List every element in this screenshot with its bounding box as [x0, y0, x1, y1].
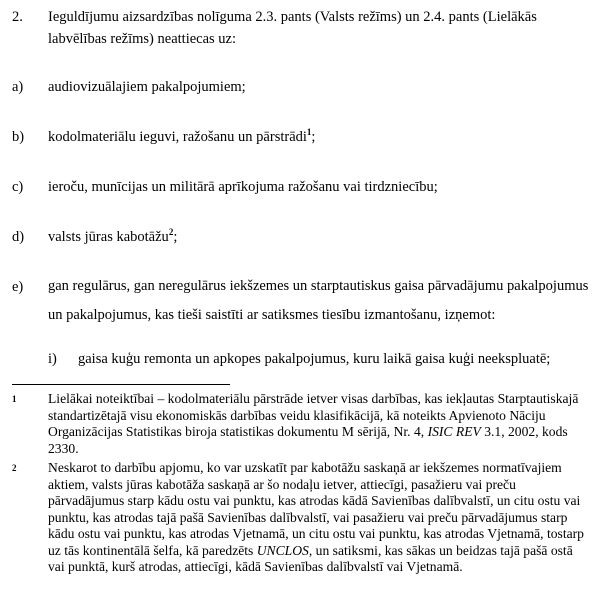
- sub-item-i: [48, 348, 593, 370]
- item-text: valsts jūras kabotāžu: [48, 229, 169, 245]
- footnote-italic: ISIC REV: [427, 424, 481, 439]
- list-item-a: [12, 76, 592, 98]
- item-label: d): [12, 229, 25, 245]
- footnote-text: Neskarot to darbību apjomu, ko var uzskatīt par kabotāžu saskaņā ar iekšzemes normatīvajiem aktiem, valsts jūras kabotāža saskaņā ar šo nodaļu ietver, attiecīgi, pasažieru vai preču pārvadājumus starp kādu ostu vai punktu, kas atrodas kādā Savienības dalībvalstī, un citu ostu vai punktu, kas atrodas tajā pašā Savienības dalībvalstī, vai pasažieru vai preču pārvadājumus starp kādu ostu vai punktu, kas atrodas Vjetnamā, un citu ostu vai punktu, kas atrodas Vjetnamā, tostarp uz tās kontinentālā šelfa, kā paredzēts: [48, 460, 584, 558]
- item-text: ieroču, munīcijas un militārā aprīkojuma ražošanu vai tirdzniecību;: [48, 179, 438, 195]
- paragraph-text: Ieguldījumu aizsardzības nolīguma 2.3. pants (Valsts režīms) un 2.4. pants (Lielākās labvēlības režīms) neattiecas uz:: [48, 9, 537, 47]
- footnote-1: 1 Lielākai noteiktībai – kodolmateriālu pārstrāde ietver visas darbības, kas iekļautas Starptautiskajā standartizētajā visu ekonomiskās darbības veidu klasifikācijā, kā noteikts Apvienoto Nāciju Organizācijas Statistikas biroja statistikas dokumentu M sērijā, Nr. 4, ISIC REV 3.1, 2002, kods 2330.: [12, 391, 579, 456]
- footnote-2: 2 Neskarot to darbību apjomu, ko var uzskatīt par kabotāžu saskaņā ar iekšzemes normatīvajiem aktiem, valsts jūras kabotāža saskaņā ar šo nodaļu ietver, attiecīgi, pasažieru vai preču pārvadājumus starp kādu ostu vai punktu, kas atrodas kādā Savienības dalībvalstī, un citu ostu vai punktu, kas atrodas tajā pašā Savienības dalībvalstī, vai pasažieru vai preču pārvadājumus starp kādu ostu vai punktu, kas atrodas Vjetnamā, un citu ostu vai punktu, kas atrodas Vjetnamā, tostarp uz tās kontinentālā šelfa, kā paredzēts UNCLOS, un satiksmi, kas sākas un beidzas tajā pašā ostā vai punktā, kurš atrodas, attiecīgi, kādā Savienības dalībvalstī vai Vjetnamā.: [12, 460, 584, 574]
- sub-item-text: gaisa kuģu remonta un apkopes pakalpojumus, kuru laikā gaisa kuģi neekspluatē;: [78, 351, 551, 367]
- footnote-text: Lielākai noteiktībai – kodolmateriālu pārstrāde ietver visas darbības, kas iekļautas Starptautiskajā standartizētajā visu ekonomiskās darbības veidu klasifikācijā, kā noteikts Apvienoto Nāciju Organizācijas Statistikas biroja statistikas dokumentu M sērijā, Nr. 4,: [48, 391, 579, 439]
- footnote-ref-2[interactable]: 2: [168, 227, 174, 238]
- list-item-b: b) kodolmateriālu ieguvi, ražošanu un pārstrādi$^1$;: [12, 126, 592, 148]
- item-text: gan regulārus, gan neregulārus iekšzemes un starptautiskus gaisa pārvadājumu pakalpojumus un pakalpojumus, kas tieši saistīti ar satiksmes tiesību izmantošanu, izņemot:: [48, 278, 589, 323]
- item-label: b): [12, 129, 25, 145]
- sub-item-label: i): [48, 351, 57, 367]
- item-text: audiovizuālajiem pakalpojumiem;: [48, 79, 246, 95]
- item-label: e): [12, 279, 24, 295]
- item-label: a): [12, 79, 24, 95]
- footnote-number: 1: [12, 394, 17, 404]
- list-item-e: [12, 276, 592, 330]
- footnote-italic: UNCLOS: [256, 542, 309, 558]
- item-label: c): [12, 179, 24, 195]
- footnote-ref-1[interactable]: 1: [306, 127, 312, 138]
- paragraph-number: 2.: [12, 9, 23, 25]
- item-text: kodolmateriālu ieguvi, ražošanu un pārstrādi: [48, 129, 307, 145]
- footnote-number: 2: [12, 463, 17, 473]
- intro-paragraph: [12, 6, 592, 50]
- footnote-separator: [12, 384, 230, 385]
- list-item-d: d) valsts jūras kabotāžu$^2$;: [12, 226, 592, 248]
- list-item-c: [12, 176, 592, 198]
